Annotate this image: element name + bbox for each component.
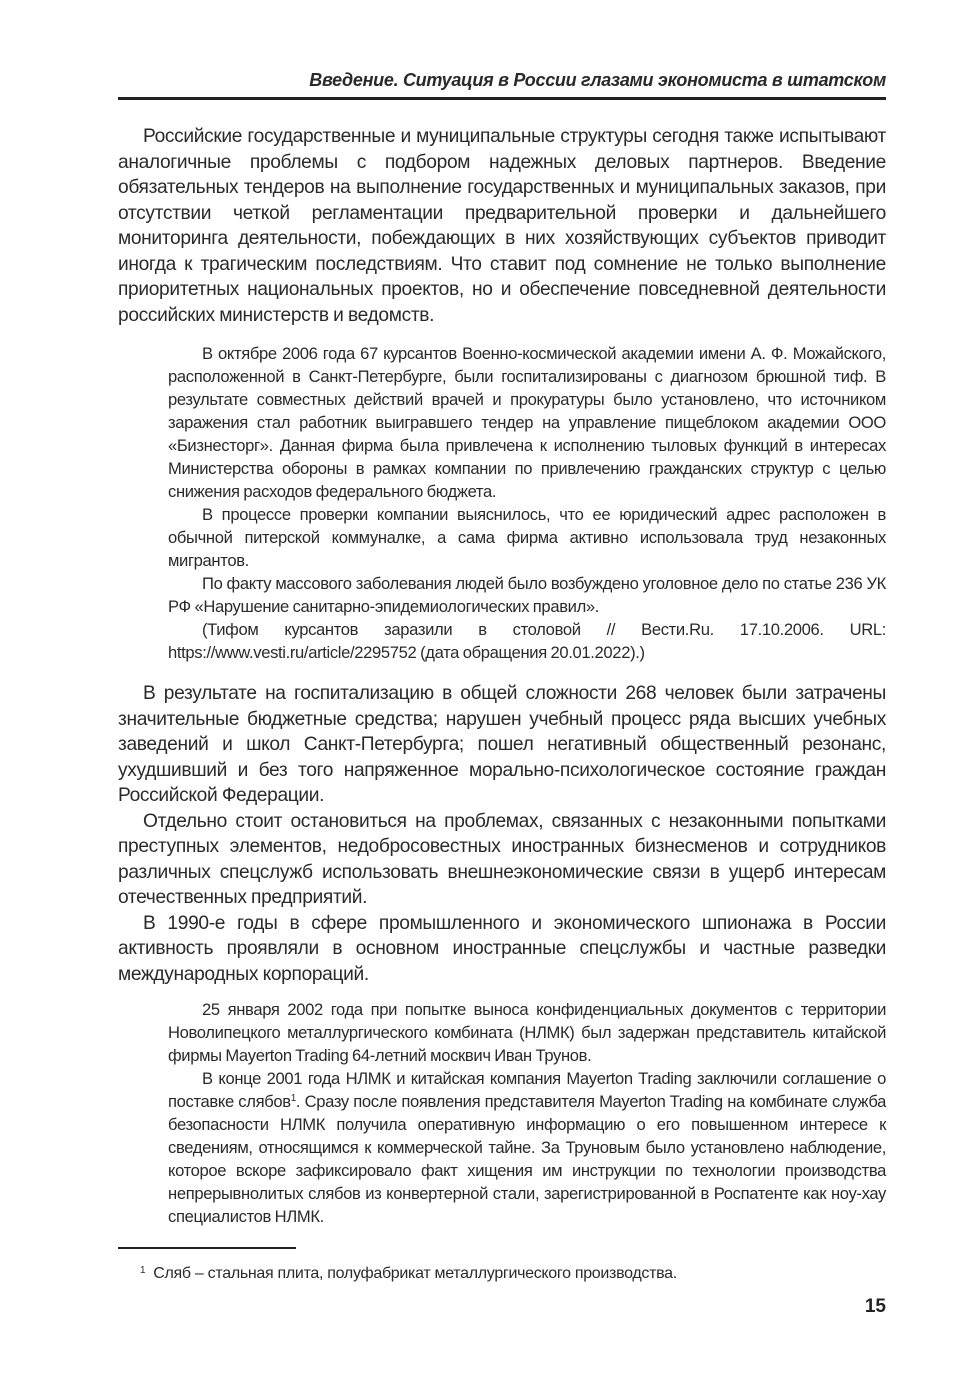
footnote-mark: 1 [140,1265,146,1276]
quote-citation: (Тифом курсантов заразили в столовой // Вести.Ru. 17.10.2006. URL: https://www.vesti.ru/article/2295752 (дата обращения 20.01.2022).) [168,620,886,662]
quote-paragraph: 25 января 2002 года при попытке выноса конфиденциальных документов с территории Новолипецкого металлургического комбината (НЛМК) был задержан представитель китайской фирмы Mayerton Trading 64-летний москвич Иван Трунов. [168,1000,886,1065]
body-text-block-1 [118,124,886,328]
quote-paragraph: В процессе проверки компании выяснилось, что ее юридический адрес расположен в обычной питерской коммуналке, а сама фирма активно использовала труд незаконных мигрантов. [168,505,886,570]
quote-paragraph [168,1067,886,1228]
footnote-separator [118,1247,296,1249]
page-number: 15 [864,1296,886,1317]
paragraph: Отдельно стоит остановиться на проблемах, связанных с незаконными попытками преступных элементов, недобросовестных иностранных бизнесменов и сотрудников различных спецслужб использовать внешнеэкономические связи в ущерб интересам отечественных предприятий. [118,810,886,908]
quote-paragraph: По факту массового заболевания людей было возбуждено уголовное дело по статье 236 УК РФ «Нарушение санитарно-эпидемиологических правил». [168,574,886,616]
quote-text-segment: . Сразу после появления представителя Mayerton Trading на комбинате служба безопасности НЛМК получила оперативную информацию о его повышенном интересе к сведениям, относящимся к коммерческой тайне. За Труновым было установлено наблюдение, которое вскоре зафиксировало факт хищения им инструкции по технологии производства непрерывнолитых слябов из конвертерной стали, зарегистрированной в Роспатенте как ноу-хау специалистов НЛМК. [168,1092,886,1226]
running-header-title: Введение. Ситуация в России глазами экономиста в штатском [309,70,886,90]
case-study-block-2 [168,998,886,1228]
case-study-block-1 [168,342,886,664]
footnote [140,1260,886,1285]
paragraph: Российские государственные и муниципальные структуры сегодня также испытывают аналогичные проблемы с подбором надежных деловых партнеров. Введение обязательных тендеров на выполнение государственных и муниципальных заказов, при отсутствии четкой регламентации предварительной проверки и дальнейшего мониторинга деятельности, побеждающих в них хозяйствующих субъектов приводит иногда к трагическим последствиям. Что ставит под сомнение не только выполнение приоритетных национальных проектов, но и обеспечение повседневной деятельности российских министерств и ведомств. [118,126,886,326]
paragraph: В 1990-е годы в сфере промышленного и экономического шпионажа в России активность проявляли в основном иностранные спецслужбы и частные разведки международных корпораций. [118,912,886,985]
paragraph: В результате на госпитализацию в общей сложности 268 человек были затрачены значительные бюджетные средства; нарушен учебный процесс ряда высших учебных заведений и школ Санкт-Петербурга; пошел негативный общественный резонанс, ухудшивший и без того напряженное морально-психологическое состояние граждан Российской Федерации. [118,683,886,806]
quote-text-segment: В конце 2001 года НЛМК и китайская компания Mayerton Trading заключили соглашение о поставке слябов [168,1069,886,1111]
footnote-reference[interactable]: 1 [290,1093,296,1104]
header-rule [118,97,886,100]
footnote-text: Сляб – стальная плита, полуфабрикат металлургического производства. [153,1265,677,1282]
quote-paragraph: В октябре 2006 года 67 курсантов Военно-космической академии имени А. Ф. Можайского, расположенной в Санкт-Петербурге, были госпитализированы с диагнозом брюшной тиф. В результате совместных действий врачей и прокуратуры было установлено, что источником заражения стал работник выигравшего тендер на управление пищеблоком академии ООО «Бизнесторг». Данная фирма была привлечена к исполнению тыловых функций в интересах Министерства обороны в рамках компании по привлечению гражданских структур с целью снижения расходов федерального бюджета. [168,344,886,501]
body-text-block-2 [118,681,886,987]
